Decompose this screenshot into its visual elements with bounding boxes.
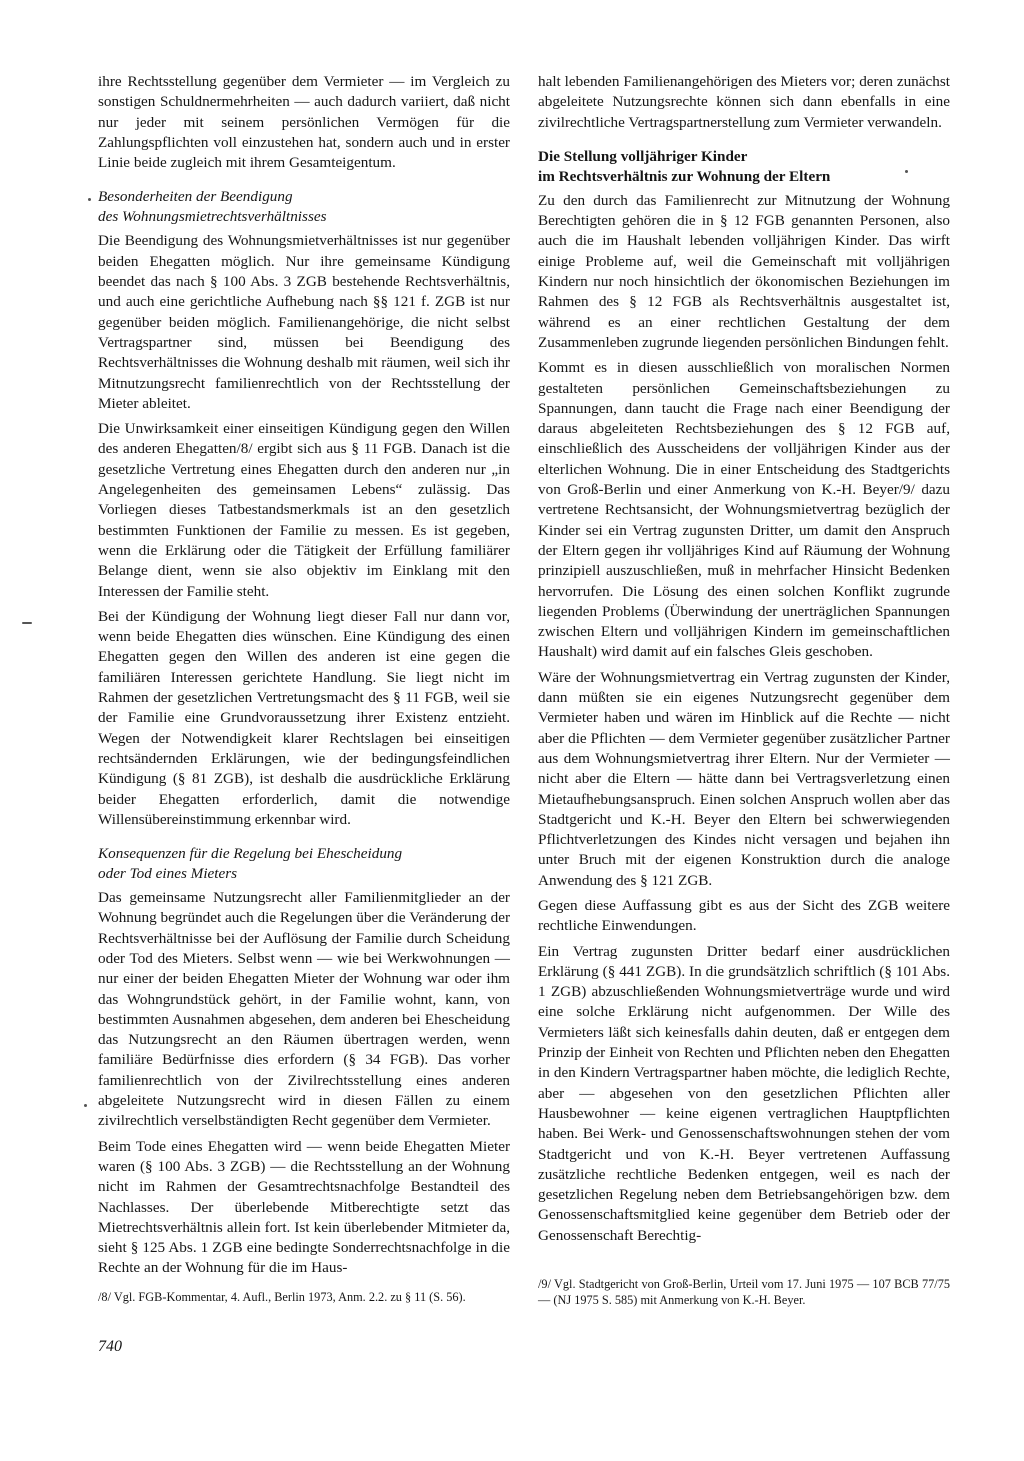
section-heading-line: Besonderheiten der Beendigung	[98, 188, 293, 206]
left-column	[98, 72, 510, 1284]
paragraph: Das gemeinsame Nutzungsrecht aller Familienmitglieder an der Wohnung begründet auch die Regelungen über die Veränderung der Rechtsverhältnisse bei der Auflösung der Familie durch Scheidung oder Tod des Mieters. Selbst wenn — wie bei Werkwohnungen — nur einer der beiden Ehegatten Mieter der Wohnung war oder ihm das Wohngrundstück gehört, in der Familie wohnt, kann, von bestimmten Ausnahmen abgesehen, dem anderen bei Ehescheidung das Nutzungsrecht an den Räumen übertragen werden, wenn familiäre Bedürfnisse dies erfordern (§ 34 FGB). Das vorher familienrechtlich von der Zivilrechtsstellung eines anderen abgeleitete Nutzungsrecht wird in diesen Fällen zu einem zivilrechtlich verselbständigten Recht gegenüber dem Vermieter.	[98, 889, 510, 1130]
paragraph: Bei der Kündigung der Wohnung liegt dieser Fall nur dann vor, wenn beide Ehegatten dies wünschen. Eine Kündigung des einen Ehegatten gegen den Willen des anderen ist eine gegen die familiären Interessen gerichtete Handlung. Sie liegt nicht im Rahmen der gesetzlichen Vertretungsmacht des § 11 FGB, weil sie der Familie eine Grundvoraussetzung ihrer Existenz entzieht. Wegen der Notwendigkeit klarer Rechtslagen bei einseitigen rechtsändernden Erklärungen, wie der bedingungsfeindlichen Kündigung (§ 81 ZGB), ist deshalb die ausdrückliche Erklärung beider Ehegatten erforderlich, damit die notwendige Willensübereinstimmung erkennbar wird.	[98, 607, 510, 828]
section-heading-consequences	[98, 844, 510, 884]
paragraph: Ein Vertrag zugunsten Dritter bedarf einer ausdrücklichen Erklärung (§ 441 ZGB). In die grundsätzlich schriftlich (§ 101 Abs. 1 ZGB) abzuschließenden Wohnungsmietverträge wurde und wird eine solche Erklärung nicht aufgenommen. Der Wille des Vermieters läßt sich keinesfalls dahin deuten, daß er entgegen dem Prinzip der Einheit von Rechten und Pflichten neben den Ehegatten in den Kindern Vertragspartner haben möchte, die lediglich Rechte, aber — abgesehen von den gesetzlichen Pflichten aller Hausbewohner — keine eigenen vertraglichen Hauptpflichten haben. Bei Werk- und Genossenschaftswohnungen stehen der vom Stadtgericht und von K.-H. Beyer vertretenen Auffassung zusätzliche rechtliche Bedenken entgegen, weil es nach der gesetzlichen Regelung neben dem Betriebsangehörigen bzw. dem Genossenschaftsmitglied keine gegenüber dem Betrieb oder der Genossenschaft Berechtig-	[538, 942, 950, 1244]
paragraph: Beim Tode eines Ehegatten wird — wenn beide Ehegatten Mieter waren (§ 100 Abs. 3 ZGB) — die Rechtsstellung an der Wohnung nicht im Rahmen der Gesamtrechtsnachfolge Bestandteil des Nachlasses. Der überlebende Mitberechtigte setzt das Mietrechtsverhältnis allein fort. Ist kein überlebender Mitmieter da, sieht § 125 Abs. 1 ZGB eine bedingte Sonderrechtsnachfolge in die Rechte an der Wohnung für die im Haus-	[98, 1137, 510, 1277]
paragraph: Kommt es in diesen ausschließlich von moralischen Normen gestalteten persönlichen Gemeinschaftsbeziehungen zu Spannungen, dann taucht die Frage nach einer Beendigung der daraus abgeleiteten Rechtsbeziehungen des § 12 FGB auf, einschließlich des Ausscheidens der volljährigen Kinder aus der elterlichen Wohnung. Die in einer Entscheidung des Stadtgerichts von Groß-Berlin und einer Anmerkung von K.-H. Beyer/9/ dazu vertretene Rechtsansicht, der Wohnungsmietvertrag bezüglich der Kinder sei ein Vertrag zugunsten Dritter, um damit den Anspruch der Eltern gegen ihr volljähriges Kind auf Räumung der Wohnung prinzipiell auszuschließen, muß in mehrfacher Hinsicht Bedenken hervorrufen. Die Lösung des einen solchen Konflikt zugrunde liegenden Problems (Überwindung der unerträglichen Spannungen zwischen Eltern und volljährigen Kindern im gemeinschaftlichen Haushalt) wird damit auf ein falsches Gleis geschoben.	[538, 359, 950, 661]
scan-speck	[905, 170, 908, 173]
paragraph: Zu den durch das Familienrecht zur Mitnutzung der Wohnung Berechtigten gehören die in § 12 FGB genannten Personen, also auch die im Haushalt lebenden volljährigen Kinder. Das wirft einige Probleme auf, weil die Gemeinschaft mit volljährigen Kindern nur noch hinsichtlich der ökonomischen Beziehungen im Rahmen des § 12 FGB als Rechtsverhältnis ausgestaltet ist, während es an einer rechtlichen Gestaltung der dem Zusammenleben zugrunde liegenden persönlichen Bindungen fehlt.	[538, 191, 950, 351]
paragraph: Die Beendigung des Wohnungsmietverhältnisses ist nur gegenüber beiden Ehegatten möglich. Nur ihre gemeinsame Kündigung beendet das nach § 100 Abs. 3 ZGB bestehende Rechtsverhältnis, und auch eine gerichtliche Aufhebung nach §§ 121 f. ZGB ist nur gegenüber beiden möglich. Familienangehörige, die nicht selbst Vertragspartner sind, müssen bei Beendigung des Rechtsverhältnisses die Wohnung deshalb mit räumen, weil sich ihr Mitnutzungsrecht familienrechtlich von der Rechtsstellung der Mieter ableitet.	[98, 232, 510, 412]
paragraph: Wäre der Wohnungsmietvertrag ein Vertrag zugunsten der Kinder, dann müßten sie ein eigenes Nutzungsrecht gegenüber dem Vermieter haben und wären im Hinblick auf die Rechte — nicht aber die Pflichten — dem Vermieter gegenüber zusätzlicher Partner aus dem Wohnungsmietvertrag ihrer Eltern. Nur der Vermieter — nicht aber die Eltern — hätte dann bei Vertragsverletzung einen Mietaufhebungsanspruch. Einen solchen Anspruch wollen aber das Stadtgericht und K.-H. Beyer den Eltern bei schwerwiegenden Pflichtverletzungen des Kindes nicht versagen und bejahen ihn unter Bruch mit der eigenen Konstruktion durch die analoge Anwendung des § 121 ZGB.	[538, 668, 950, 889]
section-heading-line: Konsequenzen für die Regelung bei Ehescheidung	[98, 845, 403, 863]
left-intro-paragraph: ihre Rechtsstellung gegenüber dem Vermieter — im Vergleich zu sonstigen Schuldnermehrheiten — auch dadurch variiert, daß nicht nur jeder mit seinem persönlichen Vermögen für die Zahlungspflichten voll einzustehen hat, sondern auch und in erster Linie beide zugleich mit ihrem Gesamteigentum.	[98, 73, 510, 172]
right-column	[538, 72, 950, 1251]
section-heading-line: Die Stellung volljähriger Kinder	[538, 147, 748, 165]
scan-mark	[22, 622, 32, 624]
footnote-8: /8/ Vgl. FGB-Kommentar, 4. Aufl., Berlin 1973, Anm. 2.2. zu § 11 (S. 56).	[98, 1290, 466, 1304]
right-intro-paragraph: halt lebenden Familienangehörigen des Mieters vor; deren zunächst abgeleitete Nutzungsrechte können sich dann ebenfalls in eine zivilrechtliche Vertragspartnerstellung zum Vermieter verwandeln.	[538, 73, 950, 131]
scan-speck	[84, 1104, 87, 1107]
section-heading-line: oder Tod eines Mieters	[98, 865, 238, 883]
section-heading-adult-children	[538, 147, 950, 187]
section-heading-line: des Wohnungsmietrechtsverhältnisses	[98, 208, 327, 226]
paragraph: Gegen diese Auffassung gibt es aus der Sicht des ZGB weitere rechtliche Einwendungen.	[538, 896, 950, 935]
paragraph: Die Unwirksamkeit einer einseitigen Kündigung gegen den Willen des anderen Ehegatten/8/ ergibt sich aus § 11 FGB. Danach ist die gesetzliche Vertretung eines Ehegatten durch den anderen nur „in Angelegenheiten des gemeinsamen Lebens“ zulässig. Das Vorliegen dieses Tatbestandsmerkmals ist an den gesetzlich bestimmten Funktionen der Familie zu messen. Es ist gegeben, wenn die Erklärung oder die Tätigkeit der Erfüllung familiärer Belange dient, wenn sie also objektiv im Einklang mit den Interessen der Familie steht.	[98, 420, 510, 600]
footnote-9: /9/ Vgl. Stadtgericht von Groß-Berlin, Urteil vom 17. Juni 1975 — 107 BCB 77/75 — (NJ 1975 S. 585) mit Anmerkung von K.-H. Beyer.	[538, 1277, 950, 1307]
section-heading-termination	[98, 187, 510, 227]
section-heading-line: im Rechtsverhältnis zur Wohnung der Eltern	[538, 167, 831, 185]
page-number: 740	[98, 1338, 122, 1355]
scan-speck	[88, 198, 91, 201]
